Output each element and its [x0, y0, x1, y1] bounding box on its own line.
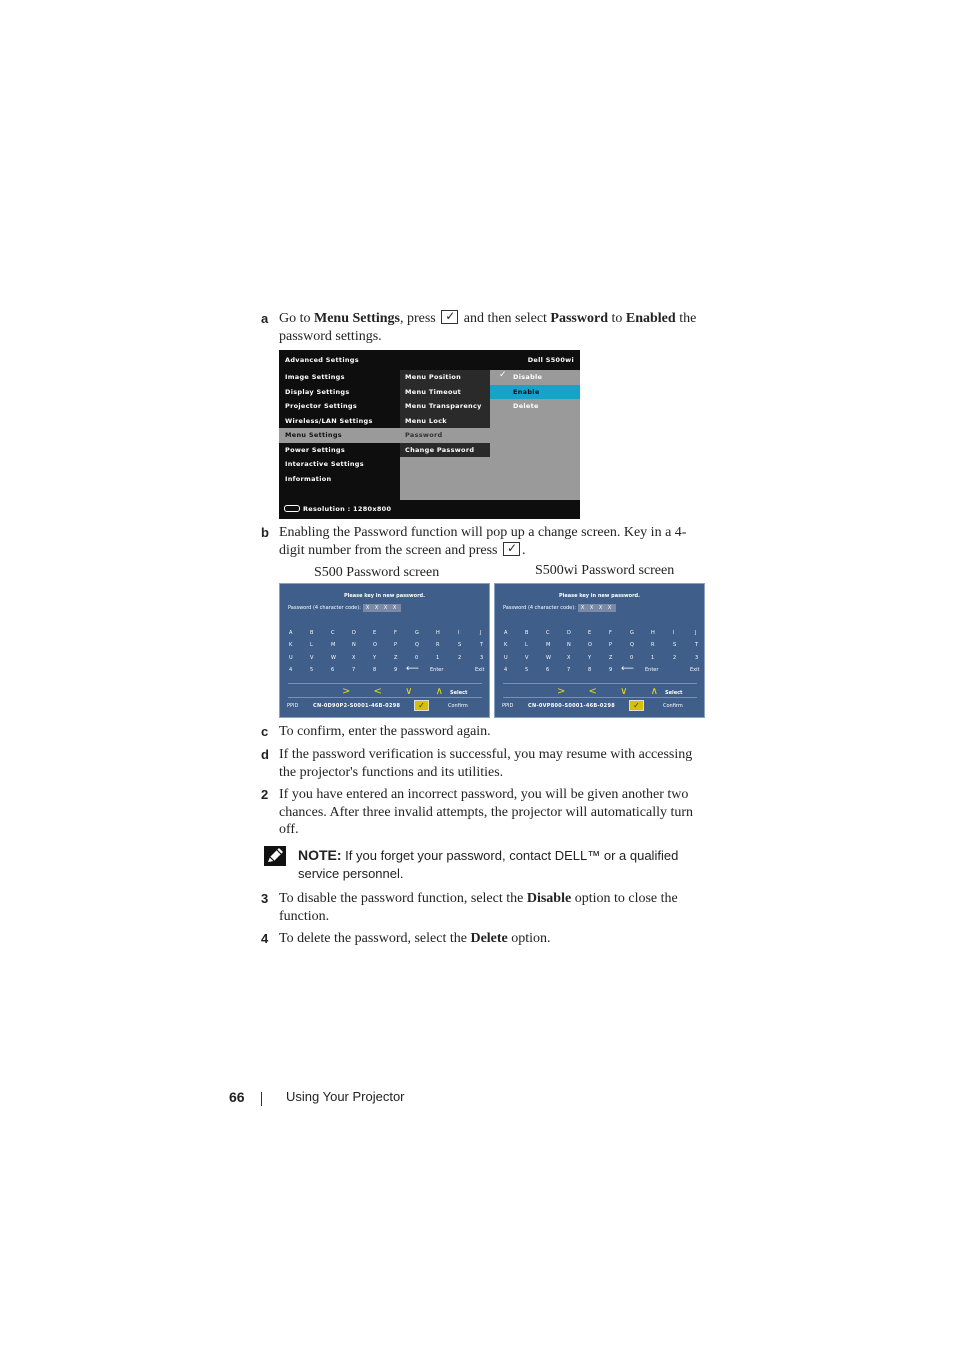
select-key-icon — [503, 542, 520, 556]
pw-prompt: Password (4 character code): X X X X — [288, 604, 401, 612]
osd-mid-item: Menu Timeout — [400, 385, 490, 400]
keypad-grid: A B C D E F G H I J K L M N O P Q R S T U V W X Y Z 0 1 2 3 4 5 6 7 8 9 ⟵ Enter Exit — [504, 630, 700, 675]
osd-left-item-selected: Menu Settings — [279, 428, 400, 443]
step-label: 4 — [261, 931, 269, 946]
osd-option-highlighted: Enable — [490, 385, 580, 400]
step-text: Enabling the Password function will pop up a change screen. Key in a 4-digit number from the screen and press ✓. — [279, 524, 709, 559]
navigation-arrows-icon: > < ∨ ∧ — [342, 686, 453, 697]
note-text: NOTE: If you forget your password, contact DELL™ or a qualified service personnel. — [298, 847, 679, 881]
osd-left-item: Image Settings — [285, 373, 345, 381]
confirm-check-icon: ✓ — [629, 700, 644, 711]
osd-left-item: Projector Settings — [285, 402, 358, 410]
step-text: To confirm, enter the password again. — [279, 724, 491, 739]
caption-s500wi: S500wi Password screen — [535, 563, 675, 578]
osd-mid-item-password: Password — [405, 431, 443, 439]
osd-left-item: Display Settings — [285, 387, 350, 396]
osd-options — [490, 370, 580, 500]
osd-mid-item: Menu Lock — [400, 414, 490, 429]
osd-header-model: Dell S500wi — [527, 356, 574, 364]
step-text: If you have entered an incorrect password, you will be given another two chances. After three invalid attempts, the projector will automatically turn off. — [279, 787, 694, 837]
step-text: To disable the password function, select the Disable option to close the function. — [279, 891, 678, 924]
s500wi-password-screen — [494, 583, 705, 718]
osd-left-item: Power Settings — [285, 445, 345, 454]
pw-confirm-label: Confirm — [448, 703, 468, 709]
pw-title: Please key in new password. — [558, 593, 641, 599]
step-label: 2 — [261, 787, 269, 802]
step-label: a — [261, 311, 269, 326]
osd-submenu — [400, 370, 490, 500]
backspace-icon: ⟵ — [406, 664, 419, 675]
osd-header-title: Advanced Settings — [285, 356, 359, 364]
pw-ppid-label: PPID — [287, 703, 299, 709]
s500-password-screen — [279, 583, 490, 718]
osd-footer: Resolution : 1280x800 — [279, 500, 580, 519]
backspace-icon: ⟵ — [621, 664, 634, 675]
dell-logo-icon — [284, 505, 300, 512]
pw-prompt: Password (4 character code): X X X X — [503, 604, 616, 612]
navigation-arrows-icon: > < ∨ ∧ — [557, 686, 668, 697]
step-label: b — [261, 525, 269, 540]
osd-mid-item: Menu Position — [400, 370, 490, 385]
page-number: 66 — [229, 1089, 245, 1105]
caption-s500: S500 Password screen — [314, 565, 440, 580]
keypad-grid: A B C D E F G H I J K L M N O P Q R S T U V W X Y Z 0 1 2 3 4 5 6 7 8 9 ⟵ Enter Exit — [289, 630, 485, 675]
osd-left-item: Information — [285, 474, 332, 483]
pw-ppid-value: CN-0VP800-S0001-46B-0298 — [528, 703, 616, 709]
confirm-check-icon: ✓ — [414, 700, 429, 711]
osd-menu-screenshot — [279, 350, 580, 519]
check-icon: ✓ — [499, 370, 507, 380]
step-text: Go to Menu Settings, press ✓ and then select Password to Enabled the password settings. — [279, 310, 709, 345]
osd-option: ✓ Disable — [490, 370, 580, 385]
step-label: c — [261, 724, 269, 739]
osd-mid-item: Change Password — [400, 443, 490, 458]
step-text: To delete the password, select the Delete option. — [279, 931, 551, 946]
step-label: 3 — [261, 891, 269, 906]
osd-left-item: Interactive Settings — [285, 460, 364, 468]
pw-ppid-value: CN-0D90P2-S0001-46B-0298 — [313, 703, 401, 709]
footer-divider — [261, 1092, 262, 1106]
pw-title: Please key in new password. — [343, 593, 426, 599]
osd-mid-item: Menu Transparency — [400, 399, 490, 414]
osd-option: Delete — [513, 402, 539, 410]
step-text: If the password verification is successful, you may resume with accessing the projector's functions and its utilities. — [279, 747, 693, 780]
step-label: d — [261, 747, 269, 762]
pencil-note-icon — [264, 846, 286, 866]
osd-left-item: Wireless/LAN Settings — [285, 416, 373, 425]
pw-confirm-label: Confirm — [663, 703, 683, 709]
pw-select-label: Select — [450, 690, 468, 696]
select-key-icon — [441, 310, 458, 324]
pw-ppid-label: PPID — [502, 703, 514, 709]
footer-title: Using Your Projector — [286, 1089, 405, 1104]
pw-select-label: Select — [665, 690, 683, 696]
